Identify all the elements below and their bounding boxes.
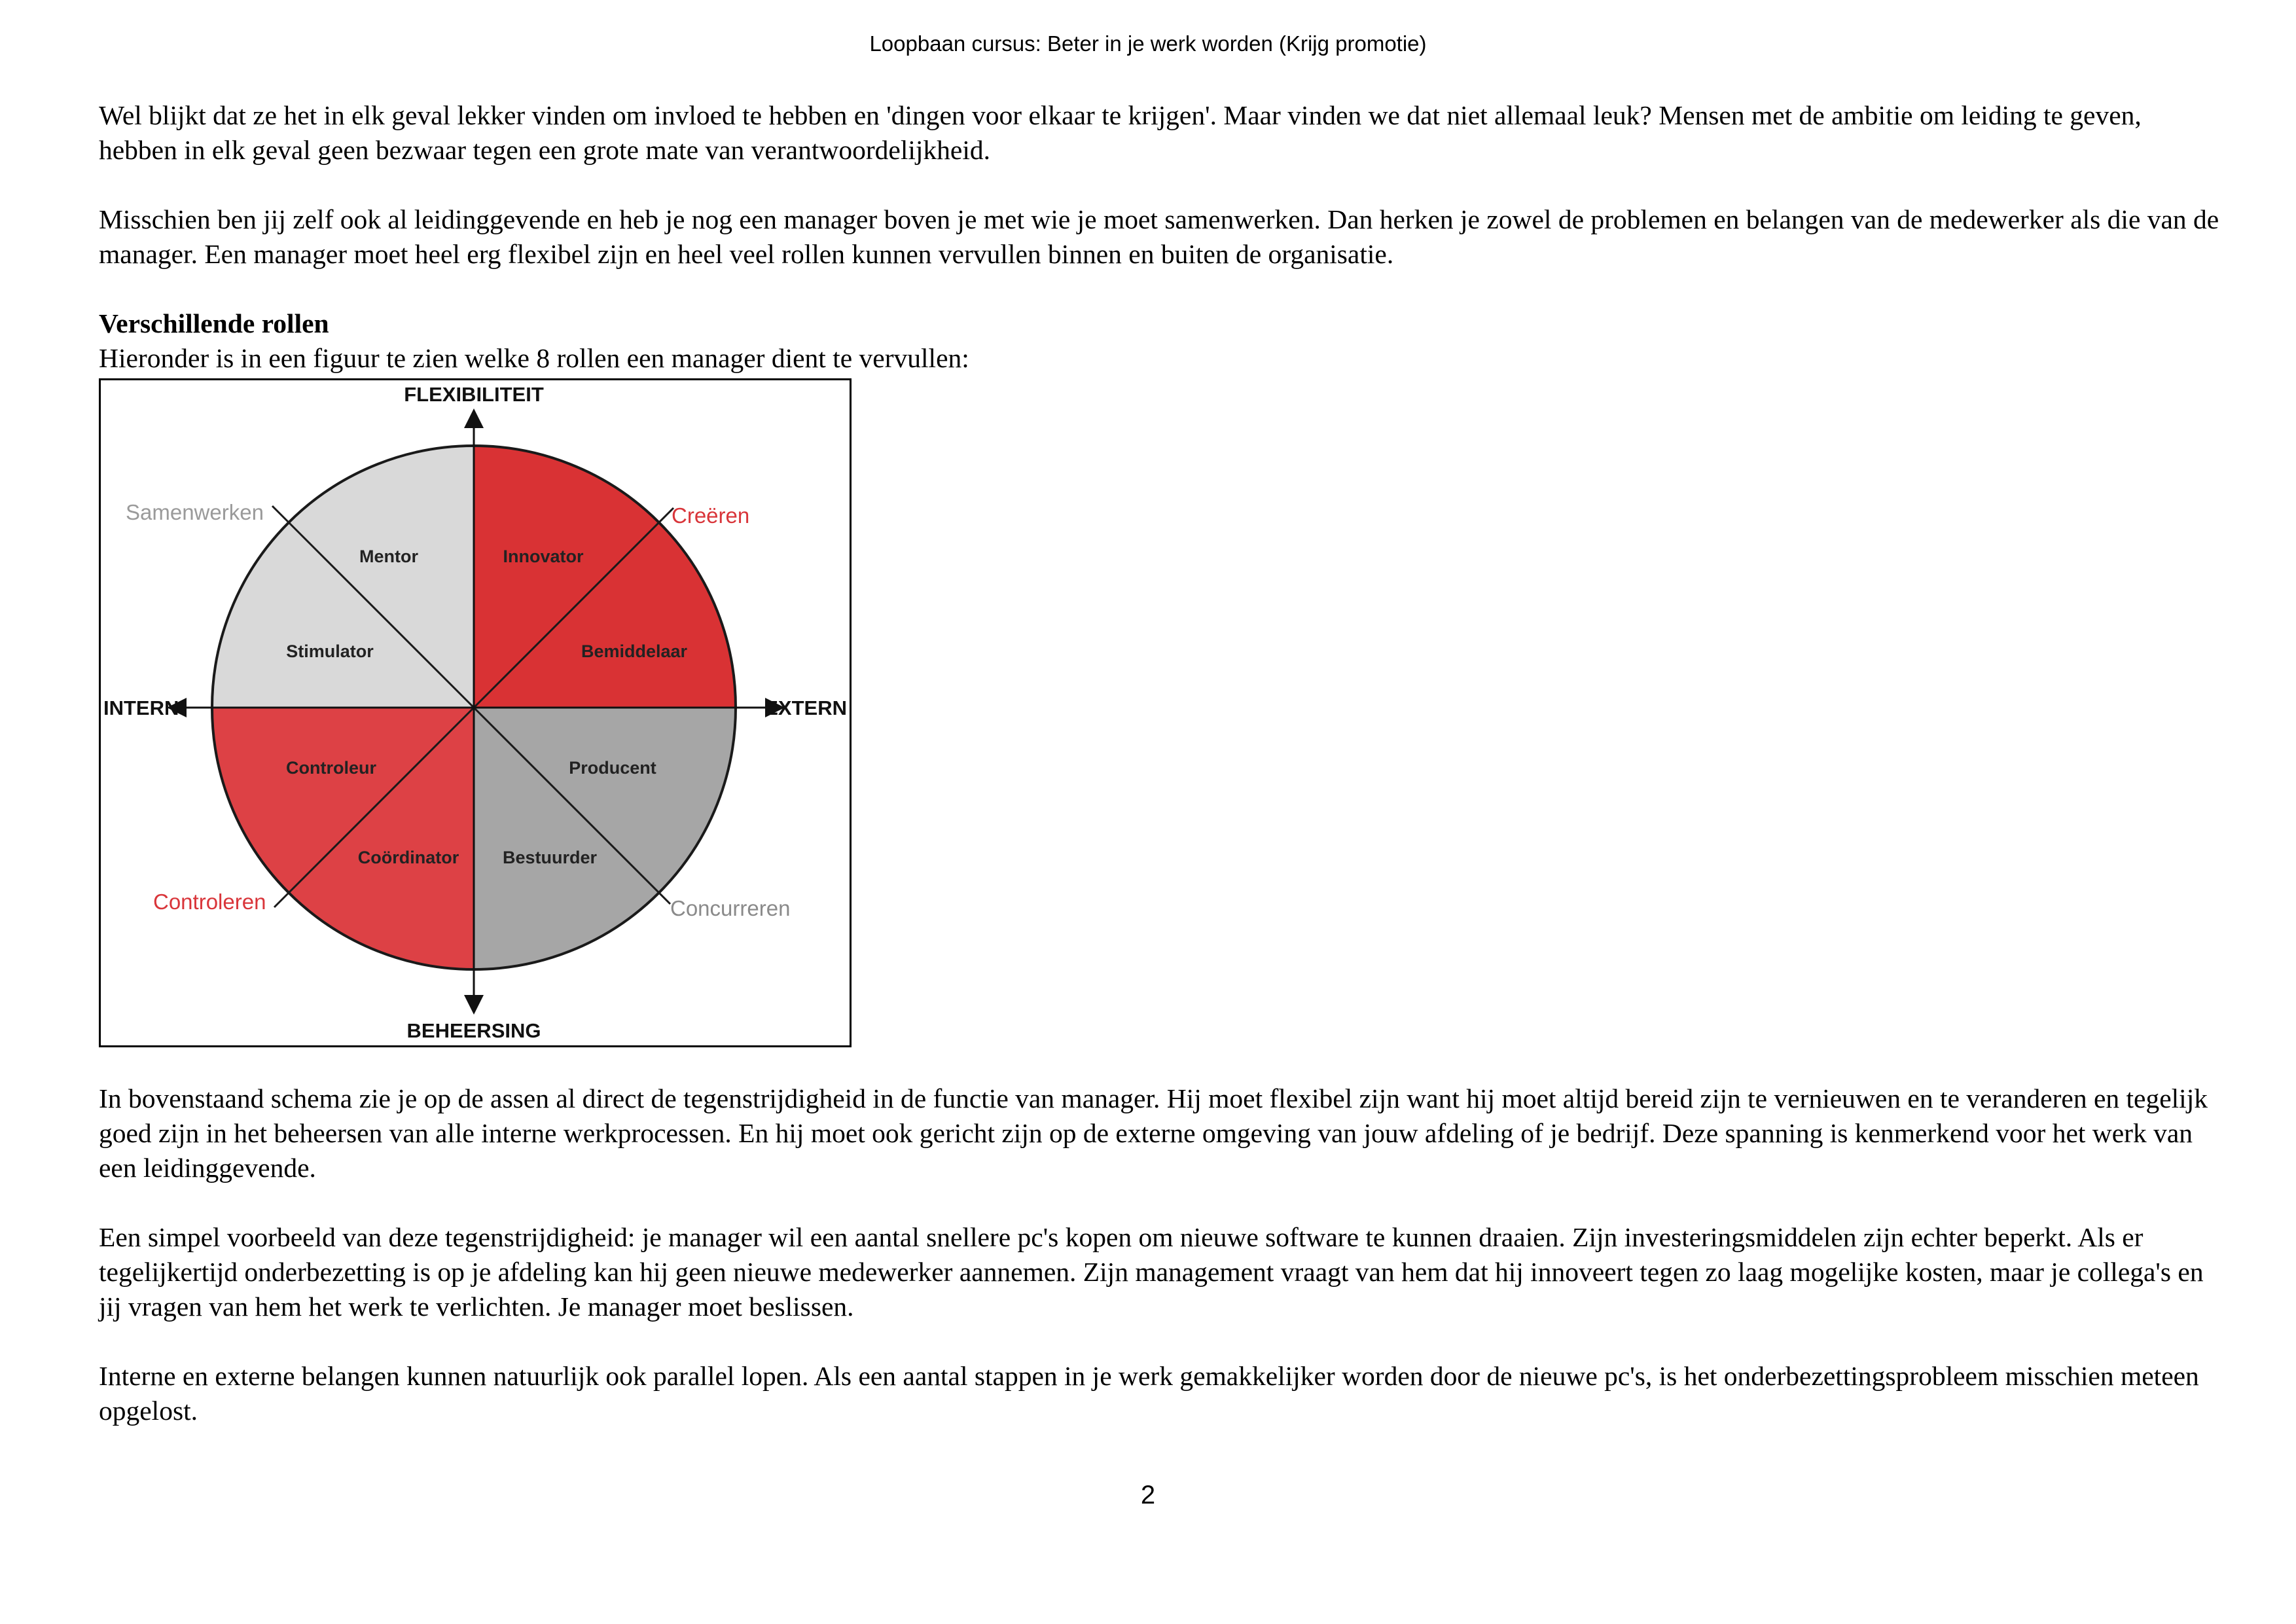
diagonal-top-left-ext: [272, 506, 291, 524]
body-paragraph-2: Een simpel voorbeeld van deze tegenstrijdigheid: je manager wil een aantal snellere pc's kopen om nieuwe software te kunnen draaien. Zijn investeringsmiddelen zijn echter beperkt. Als er tegelijkertijd onderbezetting is op je afdeling kan hij geen nieuwe medewerker aannemen. Zijn management vraagt van hem dat hij innoveert tegen zo laag mogelijke kosten, maar je collega's en jij vragen van hem het werk te verlichten. Je manager moet beslissen.: [99, 1222, 2204, 1322]
body-section: [99, 1081, 2219, 1428]
intro-paragraph-1: Wel blijkt dat ze het in elk geval lekker vinden om invloed te hebben en 'dingen voor elkaar te krijgen'. Maar vinden we dat niet allemaal leuk? Mensen met de ambitie om leiding te geven, hebben in elk geval geen bezwaar tegen een grote mate van verantwoordelijkheid.: [99, 100, 2142, 165]
axis-label-intern: INTERN: [103, 696, 179, 719]
role-label-bestuurder: Bestuurder: [502, 848, 598, 867]
role-label-stimulator: Stimulator: [286, 641, 374, 661]
section-heading: Verschillende rollen: [99, 308, 329, 338]
axis-label-beheersing: BEHEERSING: [406, 1019, 541, 1042]
intro-section: [99, 98, 2219, 376]
role-label-mentor: Mentor: [359, 547, 418, 566]
role-label-producent: Producent: [569, 758, 656, 778]
role-label-bemiddelaar: Bemiddelaar: [581, 641, 688, 661]
intro-paragraph-2: Misschien ben jij zelf ook al leidinggevende en heb je nog een manager boven je met wie je moet samenwerken. Dan herken je zowel de problemen en belangen van de medewerker als die van de manager. Een manager moet heel erg flexibel zijn en heel veel rollen kunnen vervullen binnen en buiten de organisatie.: [99, 204, 2219, 269]
axis-label-extern: EXTERN: [764, 696, 847, 719]
page-header: Loopbaan cursus: Beter in je werk worden (Krijg promotie): [869, 31, 1427, 56]
role-label-innovator: Innovator: [503, 547, 584, 566]
figure-intro-text: Hieronder is in een figuur te zien welke 8 rollen een manager dient te vervullen:: [99, 343, 969, 373]
body-paragraph-1: In bovenstaand schema zie je op de assen al direct de tegenstrijdigheid in de functie van manager. Hij moet flexibel zijn want hij moet altijd bereid zijn te vernieuwen en te veranderen en tegelijk goed zijn in het beheersen van alle interne werkprocessen. En hij moet ook gericht zijn op de externe omgeving van jouw afdeling of je bedrijf. Deze spanning is kenmerkend voor het werk van een leidinggevende.: [99, 1083, 2208, 1183]
quadrant-label-controleren: Controleren: [153, 890, 266, 914]
page-number: 2: [1140, 1481, 1156, 1509]
role-label-controleur: Controleur: [286, 758, 376, 778]
manager-roles-figure: [99, 378, 852, 1047]
quadrant-label-concurreren: Concurreren: [670, 896, 791, 920]
body-paragraph-3: Interne en externe belangen kunnen natuurlijk ook parallel lopen. Als een aantal stappen in je werk gemakkelijker worden door de nieuwe pc's, is het onderbezettingsprobleem misschien meteen opgelost.: [99, 1361, 2199, 1426]
quadrant-label-samenwerken: Samenwerken: [126, 500, 264, 524]
role-label-coordinator: Coördinator: [357, 848, 459, 867]
axis-label-flexibiliteit: FLEXIBILITEIT: [404, 383, 544, 406]
quadrant-label-creeren: Creëren: [672, 503, 750, 528]
